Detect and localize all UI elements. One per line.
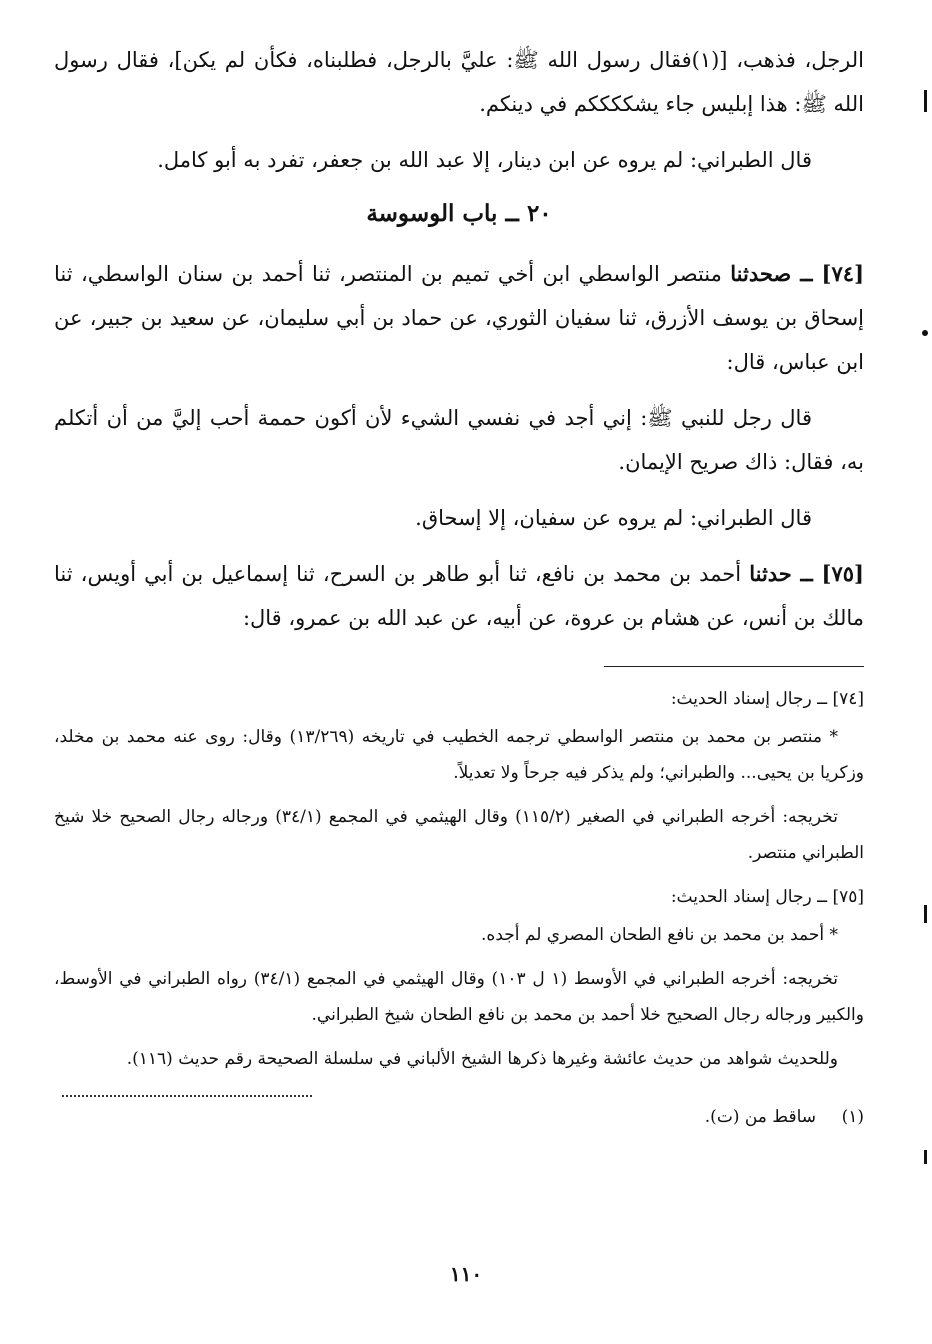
hadith-74-tabarani: قال الطبراني: لم يروه عن سفيان، إلا إسحاق. bbox=[415, 506, 812, 530]
paragraph-continuation: الرجل، فذهب، [(١)فقال رسول الله ﷺ: عليَّ بالرجل، فطلبناه، فكأن لم يكن]، فقال رسول الله ﷺ: هذا إبليس جاء يشككككم في دينكم. bbox=[54, 48, 864, 116]
footnote-bottom bbox=[54, 1099, 864, 1135]
footnote-75-narrator: * أحمد بن محمد بن نافع الطحان المصري لم أجده. bbox=[481, 925, 838, 945]
hadith-74-matn: قال رجل للنبي ﷺ: إني أجد في نفسي الشيء لأن أكون حممة أحب إليَّ من أن أتكلم به، فقال: ذاك صريح الإيمان. bbox=[54, 406, 864, 474]
footnote-75-heading: [٧٥] ــ رجال إسناد الحديث: bbox=[670, 887, 864, 907]
hadith-75-label: [٧٥] ــ حدثنا bbox=[749, 561, 864, 586]
footnote-bottom-number: (١) bbox=[841, 1107, 864, 1127]
footnote-separator bbox=[604, 666, 864, 667]
scan-mark bbox=[924, 905, 927, 923]
hadith-74-label: [٧٤] ــ صحدثنا bbox=[730, 261, 864, 286]
hadith-75-isnad bbox=[54, 552, 864, 640]
footnote-bottom-text: ساقط من (ت). bbox=[704, 1107, 816, 1127]
hadith-74-text: منتصر الواسطي ابن أخي تميم بن المنتصر، ثنا أحمد بن سنان الواسطي، ثنا إسحاق بن يوسف الأزرق، ثنا سفيان الثوري، عن حماد بن أبي سليمان، عن سعيد بن جبير، عن ابن عباس، قال: bbox=[54, 262, 864, 374]
footnote-74-narrator: * منتصر بن محمد بن منتصر الواسطي ترجمه الخطيب في تاريخه (١٣/٢٦٩) وقال: روى عنه محمد بن مخلد، وزكريا بن يحيى... والطبراني؛ ولم يذكر فيه جرحاً ولا تعديلاً. bbox=[54, 727, 864, 783]
hadith-75-text: أحمد بن محمد بن نافع، ثنا أبو طاهر بن السرح، ثنا إسماعيل بن أبي أويس، ثنا مالك بن أنس، عن هشام بن عروة، عن أبيه، عن عبد الله بن عمرو، قال: bbox=[54, 562, 864, 630]
scan-mark bbox=[924, 1150, 927, 1164]
chapter-heading: ٢٠ ــ باب الوسوسة bbox=[366, 200, 552, 227]
footnote-dotted-separator bbox=[62, 1095, 312, 1097]
scan-mark bbox=[922, 330, 928, 336]
footnote-75-takhrij: تخريجه: أخرجه الطبراني في الأوسط (١ ل ١٠٣) وقال الهيثمي في المجمع (٣٤/١) رواه الطبراني في الأوسط، والكبير ورجاله رجال الصحيح خلا أحمد بن محمد بن نافع الطحان شيخ الطبراني. bbox=[54, 969, 864, 1025]
hadith-74-isnad bbox=[54, 252, 864, 384]
footnote-74-heading: [٧٤] ــ رجال إسناد الحديث: bbox=[670, 689, 864, 709]
scan-mark bbox=[924, 90, 927, 112]
page-number: ١١٠ bbox=[449, 1262, 483, 1286]
paragraph-tabarani-note: قال الطبراني: لم يروه عن ابن دينار، إلا عبد الله بن جعفر، تفرد به أبو كامل. bbox=[157, 148, 812, 172]
page-body bbox=[54, 38, 864, 1135]
footnote-75-shawahid: وللحديث شواهد من حديث عائشة وغيرها ذكرها الشيخ الألباني في سلسلة الصحيحة رقم حديث (١١٦). bbox=[126, 1049, 838, 1069]
footnote-74-takhrij: تخريجه: أخرجه الطبراني في الصغير (١١٥/٢) وقال الهيثمي في المجمع (٣٤/١) ورجاله رجال الصحيح خلا شيخ الطبراني منتصر. bbox=[54, 807, 864, 863]
